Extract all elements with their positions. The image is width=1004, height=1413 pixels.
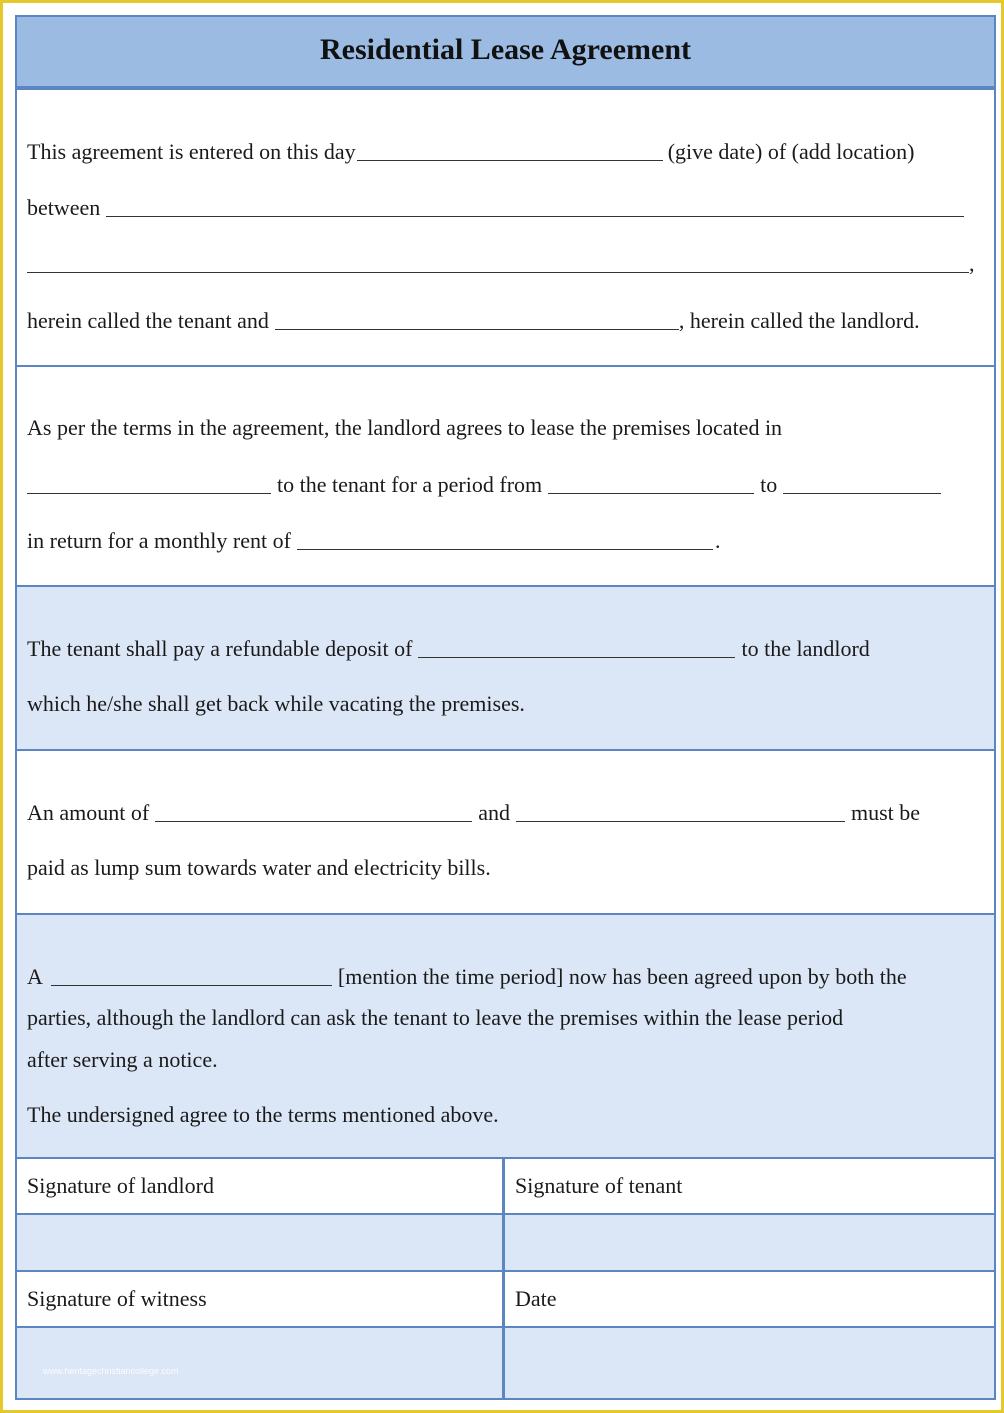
- term-notice-tail: after serving a notice.: [27, 1047, 218, 1072]
- landlord-signature-text: Signature of landlord: [27, 1173, 214, 1198]
- term-line-4: [27, 1102, 499, 1128]
- term-line-3: [27, 1047, 218, 1073]
- term-line-1: [27, 963, 907, 990]
- document-page: [3, 3, 1001, 1410]
- term-text: [mention the time period] now has been agreed upon by both the: [337, 964, 907, 989]
- date-location-hint: (give date) of (add location): [667, 139, 915, 164]
- landlord-name-blank[interactable]: [275, 307, 679, 330]
- witness-signature-field[interactable]: [17, 1328, 505, 1400]
- section-utilities: [17, 751, 994, 915]
- rent-label: in return for a monthly rent of: [27, 528, 291, 553]
- date-label: [505, 1272, 994, 1328]
- must-be-label: must be: [850, 800, 921, 825]
- electricity-amount-blank[interactable]: [516, 799, 845, 822]
- utilities-line-1: [27, 799, 920, 826]
- amount-label: An amount of: [27, 800, 150, 825]
- deposit-return-text: which he/she shall get back while vacating the premises.: [27, 691, 525, 716]
- witness-signature-text: Signature of witness: [27, 1286, 207, 1311]
- term-period-blank[interactable]: [51, 963, 332, 986]
- parties-line-3: [27, 250, 975, 277]
- between-blank[interactable]: [106, 194, 964, 217]
- tenant-signature-field[interactable]: [505, 1215, 994, 1272]
- term-a-label: A: [27, 964, 43, 989]
- date-field[interactable]: [505, 1328, 994, 1400]
- deposit-label: The tenant shall pay a refundable deposit of: [27, 636, 413, 661]
- deposit-line-2: [27, 691, 525, 717]
- lease-form: [15, 15, 996, 1400]
- landlord-signature-field[interactable]: [17, 1215, 505, 1272]
- intro-text: This agreement is entered on this day: [27, 139, 356, 164]
- term-line-2: [27, 1005, 843, 1031]
- utilities-line-2: [27, 855, 491, 881]
- premises-line-1: [27, 415, 782, 441]
- period-to-label: to: [760, 472, 778, 497]
- term-notice-text: parties, although the landlord can ask the tenant to leave the premises within the lease period: [27, 1005, 844, 1030]
- premises-line-3: [27, 527, 720, 554]
- section-deposit: [17, 587, 994, 751]
- parties-line-4: [27, 307, 920, 334]
- tenant-signature-text: Signature of tenant: [515, 1173, 683, 1198]
- premises-line-2: [27, 471, 947, 498]
- deposit-blank[interactable]: [418, 635, 735, 658]
- landlord-signature-label: [17, 1159, 505, 1215]
- water-amount-blank[interactable]: [155, 799, 472, 822]
- deposit-line-1: [27, 635, 870, 662]
- utilities-text: paid as lump sum towards water and electricity bills.: [27, 855, 491, 880]
- form-title: Residential Lease Agreement: [319, 32, 692, 66]
- period-from-blank[interactable]: [548, 471, 754, 494]
- date-text: Date: [515, 1286, 557, 1311]
- witness-signature-label: [17, 1272, 505, 1328]
- section-parties: [17, 90, 994, 367]
- period-to-blank[interactable]: [783, 471, 941, 494]
- and-label: and: [478, 800, 510, 825]
- date-blank[interactable]: [357, 138, 663, 161]
- tenant-signature-label: [505, 1159, 994, 1215]
- between-label: between: [27, 195, 101, 220]
- signature-table: [17, 1159, 994, 1400]
- tenant-label: herein called the tenant and: [27, 308, 269, 333]
- agreement-statement: The undersigned agree to the terms mentioned above.: [27, 1102, 499, 1127]
- period-from-label: to the tenant for a period from: [277, 472, 543, 497]
- premises-text: As per the terms in the agreement, the landlord agrees to lease the premises located in: [27, 415, 783, 440]
- premises-location-blank[interactable]: [27, 471, 271, 494]
- parties-line-2: [27, 194, 970, 221]
- watermark-text: www.heritagechristiancollege.com: [43, 1366, 179, 1376]
- period-text: .: [714, 528, 721, 553]
- title-bar: [17, 17, 994, 90]
- rent-blank[interactable]: [297, 527, 713, 550]
- section-term: [17, 915, 994, 1159]
- comma-text: ,: [969, 251, 975, 276]
- landlord-label: , herein called the landlord.: [678, 308, 920, 333]
- tenant-name-blank[interactable]: [27, 250, 969, 273]
- deposit-tail: to the landlord: [741, 636, 870, 661]
- parties-line-1: [27, 138, 914, 165]
- section-premises: [17, 367, 994, 587]
